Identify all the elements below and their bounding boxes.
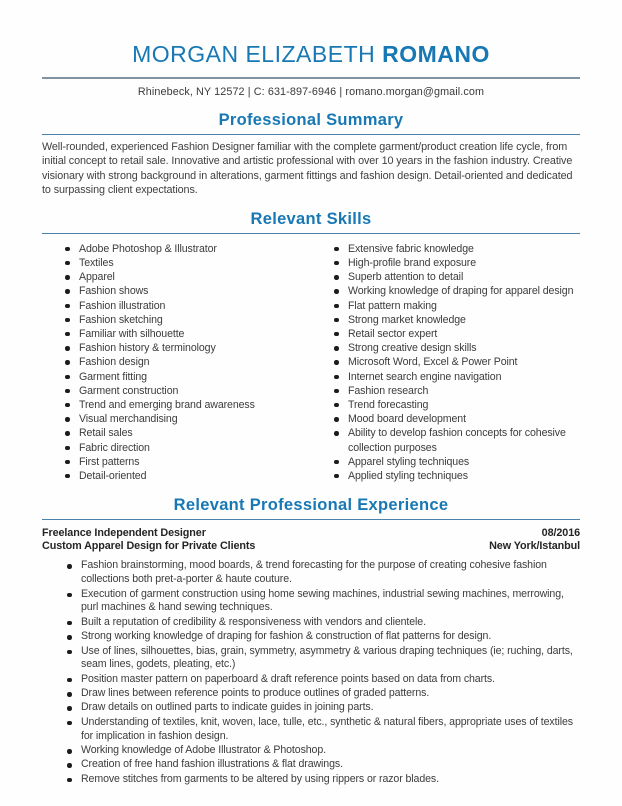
skill-item: Extensive fabric knowledge: [333, 242, 574, 256]
job-subtitle: Custom Apparel Design for Private Clients: [42, 540, 256, 553]
skills-list-left: [64, 242, 305, 483]
summary-heading: Professional Summary: [42, 111, 580, 135]
skill-item: Garment construction: [64, 384, 305, 398]
header-divider: [42, 77, 580, 79]
skills-heading: Relevant Skills: [42, 210, 580, 234]
experience-bullet: Creation of free hand fashion illustrations & flat drawings.: [66, 758, 580, 772]
skill-item: Internet search engine navigation: [333, 370, 574, 384]
skill-item: Microsoft Word, Excel & Power Point: [333, 355, 574, 369]
summary-paragraph: Well-rounded, experienced Fashion Designer familiar with the complete garment/product creation life cycle, from initial concept to retail sale. Innovative and artistic professional with over 10 years in the fashion industry. Creative visionary with strong background in alterations, garment fittings and fashion design. Detail-oriented and dedicated to surpassing client expectations.: [42, 141, 573, 196]
resume-name-last: ROMANO: [382, 41, 490, 67]
job-subtitle-row: [42, 540, 580, 553]
skill-item: Fabric direction: [64, 441, 305, 455]
skill-item: Detail-oriented: [64, 469, 305, 483]
resume-name-first: MORGAN ELIZABETH: [132, 41, 376, 67]
skill-item: Applied styling techniques: [333, 469, 574, 483]
experience-bullet: Understanding of textiles, knit, woven, lace, tulle, etc., synthetic & natural fibers, appropriate uses of textiles for implication in fashion design.: [66, 716, 580, 744]
resume-header: [42, 0, 580, 98]
skill-item: Fashion illustration: [64, 299, 305, 313]
skill-item: Fashion shows: [64, 284, 305, 298]
skill-item: Trend forecasting: [333, 398, 574, 412]
section-professional-summary: [42, 111, 580, 197]
experience-bullet-list: [66, 559, 580, 786]
skills-list-right: [333, 242, 574, 483]
section-relevant-skills: [42, 210, 580, 483]
skill-item: Familiar with silhouette: [64, 327, 305, 341]
skill-item: Textiles: [64, 256, 305, 270]
skill-item: Garment fitting: [64, 370, 305, 384]
experience-bullet: Working knowledge of Adobe Illustrator & Photoshop.: [66, 744, 580, 758]
experience-bullet: Position master pattern on paperboard & draft reference points based on data from charts.: [66, 673, 580, 687]
section-professional-experience: [42, 496, 580, 786]
resume-name: [42, 42, 580, 67]
experience-bullet: Draw lines between reference points to produce outlines of graded patterns.: [66, 687, 580, 701]
skill-item: Strong creative design skills: [333, 341, 574, 355]
skill-item: Retail sector expert: [333, 327, 574, 341]
skill-item: Fashion research: [333, 384, 574, 398]
skill-item: Working knowledge of draping for apparel design: [333, 284, 574, 298]
job-title-row: [42, 527, 580, 540]
skill-item: Visual merchandising: [64, 412, 305, 426]
experience-bullet: Strong working knowledge of draping for fashion & construction of flat patterns for design.: [66, 630, 580, 644]
skills-column-left: [42, 242, 311, 483]
job-date: 08/2016: [541, 526, 580, 539]
experience-bullet: Remove stitches from garments to be altered by using rippers or razor blades.: [66, 773, 580, 787]
skill-item: Fashion history & terminology: [64, 341, 305, 355]
experience-bullet: Fashion brainstorming, mood boards, & trend forecasting for the purpose of creating cohesive fashion collections both pret-a-porter & haute couture.: [66, 559, 580, 587]
skill-item: Apparel: [64, 270, 305, 284]
job-location: New York/Istanbul: [489, 540, 580, 553]
experience-bullet: Use of lines, silhouettes, bias, grain, symmetry, asymmetry & various draping techniques (ie; ruching, darts, seam lines, godets, pleating, etc.): [66, 645, 580, 673]
skill-item: Flat pattern making: [333, 299, 574, 313]
contact-line: Rhinebeck, NY 12572 | C: 631-897-6946 | romano.morgan@gmail.com: [137, 86, 485, 99]
skill-item: Fashion design: [64, 355, 305, 369]
skill-item: Fashion sketching: [64, 313, 305, 327]
skills-columns: [42, 242, 580, 483]
experience-bullet: Draw details on outlined parts to indicate guides in joining parts.: [66, 701, 580, 715]
skill-item: Retail sales: [64, 426, 305, 440]
skill-item: Strong market knowledge: [333, 313, 574, 327]
skill-item: Adobe Photoshop & Illustrator: [64, 242, 305, 256]
skill-item: Mood board development: [333, 412, 574, 426]
skill-item: High-profile brand exposure: [333, 256, 574, 270]
skill-item: Superb attention to detail: [333, 270, 574, 284]
experience-bullet: Execution of garment construction using home sewing machines, industrial sewing machines, merrowing, purl machines & hand sewing techniques.: [66, 588, 580, 616]
skills-column-right: [311, 242, 580, 483]
experience-heading: Relevant Professional Experience: [42, 496, 580, 520]
skill-item: First patterns: [64, 455, 305, 469]
job-title: Freelance Independent Designer: [42, 526, 206, 539]
experience-bullet: Built a reputation of credibility & responsiveness with vendors and clientele.: [66, 616, 580, 630]
skill-item: Trend and emerging brand awareness: [64, 398, 305, 412]
skill-item: Apparel styling techniques: [333, 455, 574, 469]
skill-item: Ability to develop fashion concepts for cohesive collection purposes: [333, 426, 574, 454]
